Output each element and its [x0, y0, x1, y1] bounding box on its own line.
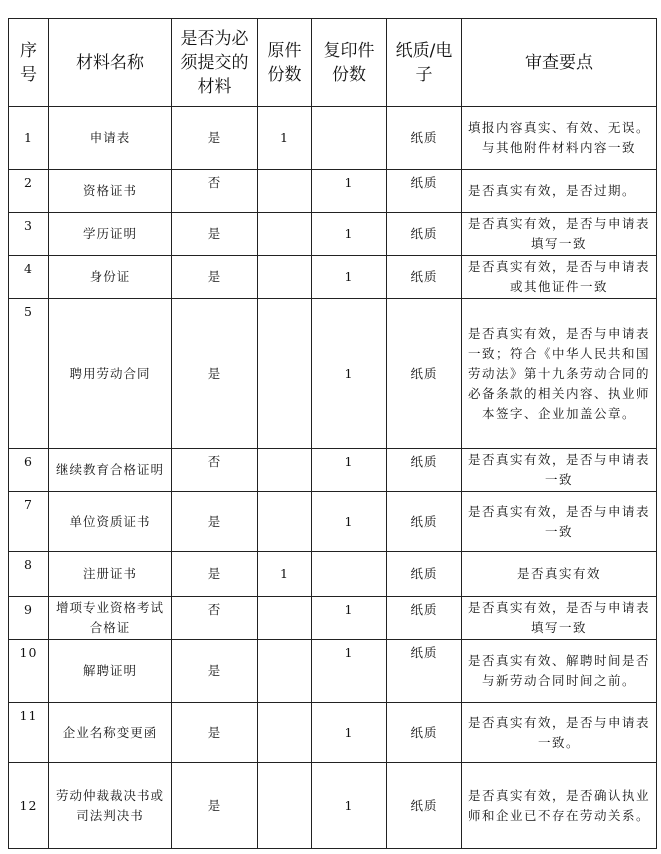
row-points: 是否真实有效，是否确认执业师和企业已不存在劳动关系。 — [462, 763, 657, 849]
row-points: 是否真实有效 — [462, 552, 657, 597]
row-form: 纸质 — [387, 449, 462, 492]
table-row — [9, 763, 657, 849]
row-original: 1 — [258, 552, 312, 597]
row-seq: 6 — [9, 449, 49, 492]
row-required: 是 — [172, 107, 258, 170]
row-original — [258, 597, 312, 640]
row-copies: 1 — [312, 256, 387, 299]
table-row — [9, 107, 657, 170]
row-required: 是 — [172, 763, 258, 849]
row-seq: 10 — [9, 640, 49, 703]
row-original — [258, 256, 312, 299]
row-seq: 9 — [9, 597, 49, 640]
row-required: 是 — [172, 640, 258, 703]
row-points: 是否真实有效，是否与申请表一致 — [462, 449, 657, 492]
row-copies: 1 — [312, 299, 387, 449]
row-required: 是 — [172, 492, 258, 552]
row-copies: 1 — [312, 597, 387, 640]
header-original: 原件份数 — [258, 19, 312, 107]
row-form: 纸质 — [387, 763, 462, 849]
row-original — [258, 170, 312, 213]
row-form: 纸质 — [387, 492, 462, 552]
row-copies: 1 — [312, 170, 387, 213]
row-name: 资格证书 — [49, 170, 172, 213]
row-copies-ghost — [258, 449, 312, 492]
table-row — [9, 597, 657, 640]
row-name: 身份证 — [49, 256, 172, 299]
row-original — [258, 213, 312, 256]
row-copies — [312, 107, 387, 170]
table-row — [9, 213, 657, 256]
row-required: 否 — [172, 170, 258, 213]
row-points: 是否真实有效，是否与申请表一致 — [462, 492, 657, 552]
header-points: 审查要点 — [462, 19, 657, 107]
row-copies: 1 — [312, 449, 387, 492]
header-copies: 复印件份数 — [312, 19, 387, 107]
row-form: 纸质 — [387, 299, 462, 449]
row-name: 单位资质证书 — [49, 492, 172, 552]
row-copies: 1 — [312, 763, 387, 849]
row-copies: 1 — [312, 213, 387, 256]
table-row — [9, 703, 657, 763]
row-copies: 1 — [312, 640, 387, 703]
row-name: 申请表 — [49, 107, 172, 170]
table-row — [9, 299, 657, 449]
row-points: 是否真实有效，是否与申请表一致；符合《中华人民共和国劳动法》第十九条劳动合同的必备条款的相关内容、执业师本签字、企业加盖公章。 — [462, 299, 657, 449]
row-form: 纸质 — [387, 170, 462, 213]
table-header-row — [9, 19, 657, 107]
row-points: 填报内容真实、有效、无误。与其他附件材料内容一致 — [462, 107, 657, 170]
row-name: 聘用劳动合同 — [49, 299, 172, 449]
table-row — [9, 640, 657, 703]
header-name: 材料名称 — [49, 19, 172, 107]
row-form: 纸质 — [387, 213, 462, 256]
row-required: 否 — [172, 449, 258, 492]
materials-table — [8, 18, 657, 849]
row-points: 是否真实有效，是否过期。 — [462, 170, 657, 213]
row-seq: 3 — [9, 213, 49, 256]
row-seq: 4 — [9, 256, 49, 299]
table-row — [9, 552, 657, 597]
row-form: 纸质 — [387, 597, 462, 640]
row-name: 增项专业资格考试合格证 — [49, 597, 172, 640]
row-copies: 1 — [312, 492, 387, 552]
row-original — [258, 299, 312, 449]
row-required: 否 — [172, 597, 258, 640]
row-name: 解聘证明 — [49, 640, 172, 703]
row-seq: 5 — [9, 299, 49, 449]
header-required: 是否为必须提交的材料 — [172, 19, 258, 107]
row-form: 纸质 — [387, 552, 462, 597]
row-copies — [312, 552, 387, 597]
row-name: 劳动仲裁裁决书或司法判决书 — [49, 763, 172, 849]
row-copies: 1 — [312, 703, 387, 763]
row-seq: 7 — [9, 492, 49, 552]
row-form: 纸质 — [387, 640, 462, 703]
row-seq: 2 — [9, 170, 49, 213]
row-original — [258, 763, 312, 849]
row-original — [258, 703, 312, 763]
row-seq: 8 — [9, 552, 49, 597]
row-required: 是 — [172, 256, 258, 299]
row-required: 是 — [172, 552, 258, 597]
header-form: 纸质/电子 — [387, 19, 462, 107]
row-points: 是否真实有效，是否与申请表或其他证件一致 — [462, 256, 657, 299]
row-points: 是否真实有效、解聘时间是否与新劳动合同时间之前。 — [462, 640, 657, 703]
row-name: 注册证书 — [49, 552, 172, 597]
row-name: 继续教育合格证明 — [49, 449, 172, 492]
header-seq: 序号 — [9, 19, 49, 107]
row-seq: 1 — [9, 107, 49, 170]
table-row — [9, 256, 657, 299]
row-required: 是 — [172, 213, 258, 256]
row-original — [258, 492, 312, 552]
table-row — [9, 449, 657, 492]
row-points: 是否真实有效，是否与申请表填写一致 — [462, 597, 657, 640]
row-points: 是否真实有效，是否与申请表填写一致 — [462, 213, 657, 256]
row-points: 是否真实有效，是否与申请表一致。 — [462, 703, 657, 763]
row-name: 企业名称变更函 — [49, 703, 172, 763]
row-form: 纸质 — [387, 107, 462, 170]
row-seq: 12 — [9, 763, 49, 849]
table-row — [9, 170, 657, 213]
row-name: 学历证明 — [49, 213, 172, 256]
row-required: 是 — [172, 299, 258, 449]
row-original — [258, 640, 312, 703]
row-form: 纸质 — [387, 703, 462, 763]
table-row — [9, 492, 657, 552]
row-seq: 11 — [9, 703, 49, 763]
row-original: 1 — [258, 107, 312, 170]
row-required: 是 — [172, 703, 258, 763]
row-form: 纸质 — [387, 256, 462, 299]
